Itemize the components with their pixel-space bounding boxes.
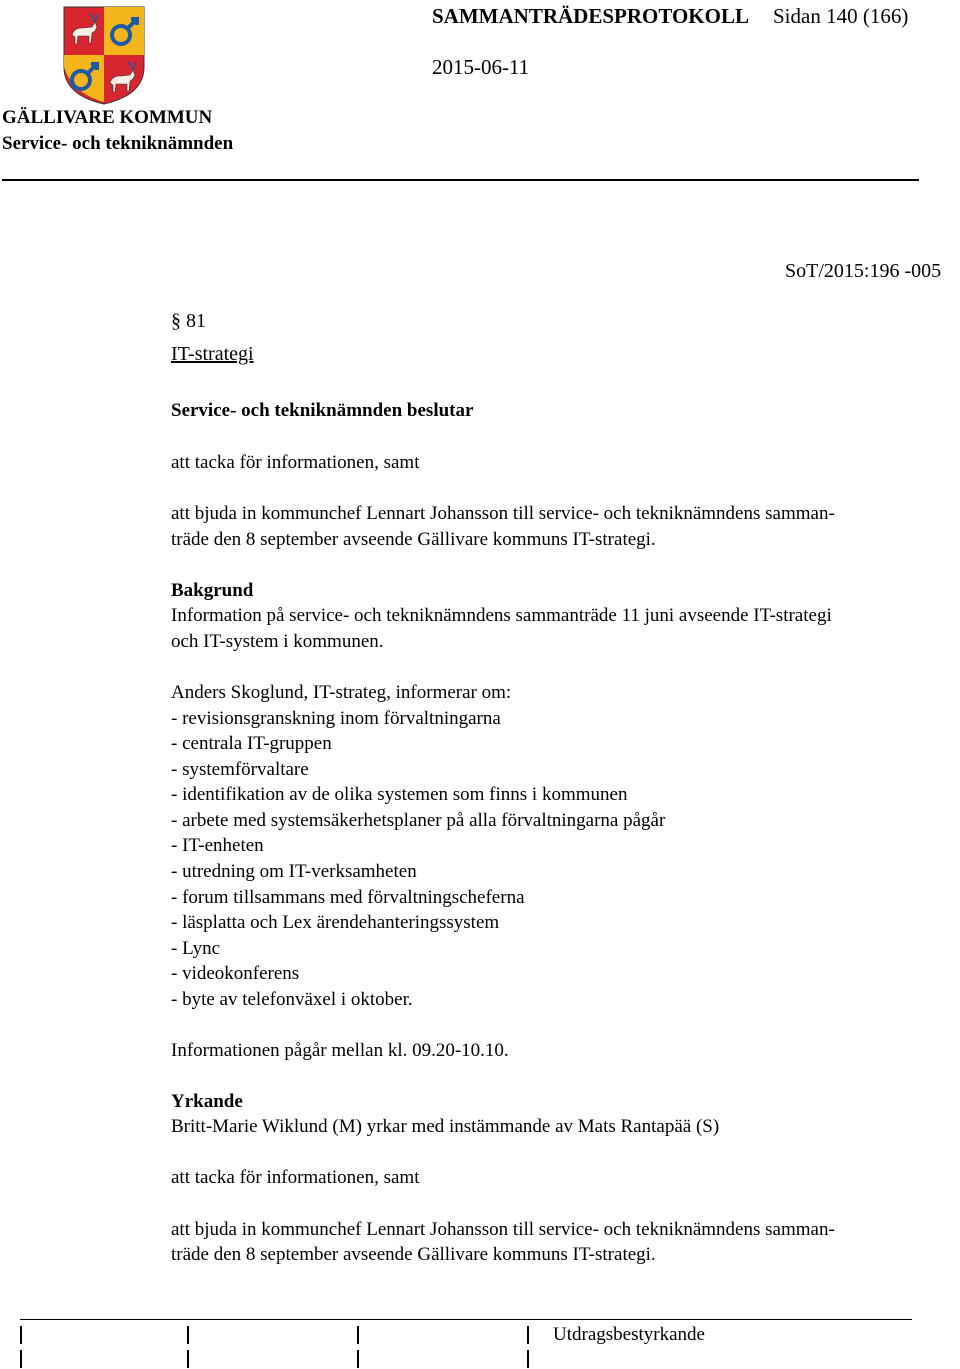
background-line: Information på service- och tekniknämndens sammanträde 11 juni avseende IT-strategi [171,605,832,626]
list-item: - videokonferens [171,963,300,984]
list-item: - läsplatta och Lex ärendehanteringssystem [171,912,500,933]
motion-line: träde den 8 september avseende Gällivare kommuns IT-strategi. [171,1244,656,1265]
signature-box-divider [357,1326,359,1344]
decision-line: att bjuda in kommunchef Lennart Johansson till service- och tekniknämndens samman- [171,503,835,524]
background-heading: Bakgrund [171,580,254,601]
paragraph-title: IT-strategi [171,343,254,365]
meeting-date: 2015-06-11 [432,55,530,79]
motion-line: att tacka för informationen, samt [171,1167,420,1188]
motion-line: Britt-Marie Wiklund (M) yrkar med instämmande av Mats Rantapää (S) [171,1116,720,1137]
organization-name: GÄLLIVARE KOMMUN [2,107,213,128]
list-item: - forum tillsammans med förvaltningscheferna [171,887,525,908]
motion-heading: Yrkande [171,1091,243,1112]
extract-certification-label: Utdragsbestyrkande [553,1324,705,1345]
list-item: - arbete med systemsäkerhetsplaner på alla förvaltningarna pågår [171,810,666,831]
case-reference: SoT/2015:196 -005 [785,260,942,282]
list-item: - byte av telefonväxel i oktober. [171,989,413,1010]
list-item: - utredning om IT-verksamheten [171,861,417,882]
list-item: - Lync [171,938,221,959]
decision-line: att tacka för informationen, samt [171,452,420,473]
background-line: och IT-system i kommunen. [171,631,384,652]
list-item: - systemförvaltare [171,759,309,780]
signature-box-divider [20,1326,22,1344]
decision-heading: Service- och tekniknämnden beslutar [171,400,474,421]
time-info: Informationen pågår mellan kl. 09.20-10.10. [171,1040,509,1061]
header-divider [2,179,919,181]
background-intro: Anders Skoglund, IT-strateg, informerar om: [171,682,512,703]
decision-line: träde den 8 september avseende Gällivare kommuns IT-strategi. [171,529,656,550]
signature-box-divider [20,1350,22,1368]
signature-box-divider [527,1350,529,1368]
list-item: - IT-enheten [171,835,264,856]
page-number: Sidan 140 (166) [773,4,909,28]
gallivare-coat-of-arms-icon [62,5,146,106]
list-item: - revisionsgranskning inom förvaltningarna [171,708,501,729]
list-item: - centrala IT-gruppen [171,733,332,754]
document-title: SAMMANTRÄDESPROTOKOLL [432,4,749,28]
footer-divider [20,1319,912,1320]
signature-box-divider [357,1350,359,1368]
signature-box-divider [527,1326,529,1344]
signature-box-divider [187,1326,189,1344]
department-name: Service- och tekniknämnden [2,133,234,154]
list-item: - identifikation av de olika systemen som finns i kommunen [171,784,628,805]
signature-box-divider [187,1350,189,1368]
paragraph-number: § 81 [171,310,206,332]
motion-line: att bjuda in kommunchef Lennart Johansson till service- och tekniknämndens samman- [171,1219,835,1240]
